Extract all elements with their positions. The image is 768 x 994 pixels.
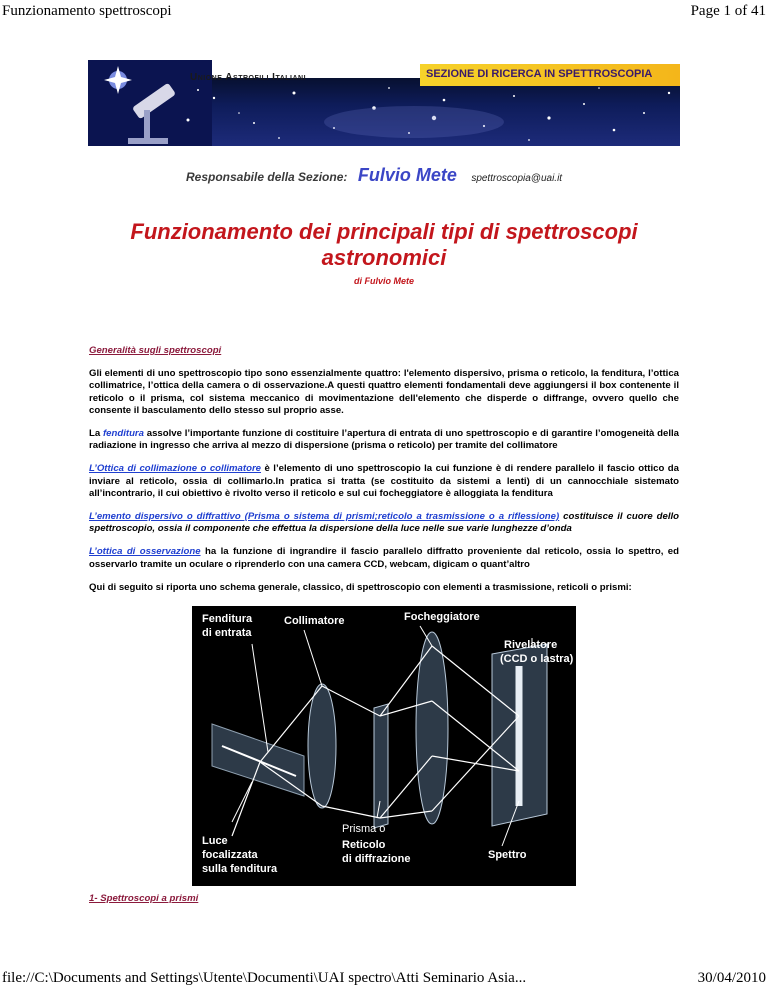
paragraph-collimator: L’Ottica di collimazione o collimatore è l’elemento di uno spettroscopio la cui funzione è di rendere parallelo il fascio ottico da inviare al reticolo, ossia di collimarlo.In pratica si tratta (se costituito da sistemi a lenti) di un cannocchiale sistemato all’incontrario, il cui obiettivo è rivolto verso il reticolo e sul cui focheggiatore è alloggiata la fenditura — [89, 463, 679, 499]
page-title: Funzionamento dei principali tipi di spettroscopi astronomici — [130, 219, 638, 270]
label-prism-1: Prisma o — [342, 823, 386, 835]
label-spectrum: Spettro — [488, 849, 527, 861]
spectroscope-diagram — [192, 606, 576, 886]
section-name: SEZIONE DI RICERCA IN SPETTROSCOPIA — [426, 68, 653, 80]
uai-banner — [88, 60, 680, 146]
print-header-page: Page 1 of 41 — [690, 3, 766, 19]
paragraph-slit: La fenditura assolve l’importante funzione di costituire l’apertura di entrata di uno spettroscopio e di garantire l’omogeneità della radiazione in ingresso che arriva al mezzo di dispersione (prisma o reticolo) per tramite del collimatore — [89, 428, 679, 452]
label-light-3: sulla fenditura — [202, 863, 278, 875]
footer-filepath: file://C:\Documents and Settings\Utente\Documenti\UAI spectro\Atti Seminario Asia... — [2, 970, 527, 986]
term-dispersive: L’emento dispersivo o diffrattivo (Prisma o sistema di prismi;reticolo a trasmissione o a riflessione) — [89, 511, 560, 523]
print-header-title: Funzionamento spettroscopi — [2, 3, 172, 19]
paragraph-observation: L’ottica di osservazione ha la funzione di ingrandire il fascio parallelo diffratto proveniente dal reticolo, ossia lo spettro, ed osservarlo tramite un oculare o riprenderlo con una camera CCD, webcam, digicam o quant’altro — [89, 546, 679, 570]
label-slit-2: di entrata — [202, 627, 252, 639]
section1-heading: 1- Spettroscopi a prismi — [89, 893, 199, 904]
diagram-svg — [192, 606, 576, 886]
paragraph-elements: Gli elementi di uno spettroscopio tipo sono essenzialmente quattro: l'elemento dispersivo, prisma o reticolo, la fenditura, l’ottica collimatrice, l’ottica della camera o di osservazione.A questi quattro elementi fondamentali deve aggiungersi il box contenente il reticolo o il prisma, col sistema meccanico di movimentazione dell'elemento che disperde o diffrange, ovvero quello che consente il basculamento dello stesso sul proprio asse. — [89, 368, 679, 416]
term-collimator: L’Ottica di collimazione o collimatore — [89, 463, 262, 475]
term-slit: fenditura — [102, 428, 144, 440]
label-light-2: focalizzata — [202, 849, 258, 861]
term-observation: L’ottica di osservazione — [89, 546, 201, 558]
byline: di Fulvio Mete — [353, 276, 414, 286]
org-name: Unione Astrofili Italiani — [190, 72, 307, 83]
label-slit-1: Fenditura — [202, 613, 253, 625]
label-detector-2: (CCD o lastra) — [500, 653, 574, 665]
footer-date: 30/04/2010 — [697, 970, 766, 986]
responsible-label: Responsabile della Sezione: — [186, 170, 348, 184]
general-heading: Generalità sugli spettroscopi — [89, 345, 222, 356]
responsible-line — [186, 165, 562, 186]
section-name-box — [420, 64, 680, 86]
label-prism-2: Reticolo — [342, 839, 386, 851]
label-prism-3: di diffrazione — [342, 853, 411, 865]
label-light-1: Luce — [202, 835, 228, 847]
article-body — [89, 345, 679, 605]
paragraph-schema-intro: Qui di seguito si riporta uno schema generale, classico, di spettroscopio con elementi a trasmissione, reticoli o prismi: — [89, 581, 632, 593]
banner-starfield — [184, 78, 680, 146]
label-collimator: Collimatore — [284, 615, 345, 627]
prism-grating — [374, 704, 388, 828]
responsible-email: spettroscopia@uai.it — [471, 173, 563, 184]
responsible-name: Fulvio Mete — [357, 165, 457, 185]
label-focuser: Focheggiatore — [404, 611, 480, 623]
collimator-lens — [308, 684, 336, 808]
print-header — [2, 3, 766, 23]
label-detector-1: Rivelatore — [504, 639, 558, 651]
paragraph-dispersive: L’emento dispersivo o diffrattivo (Prisma o sistema di prismi;reticolo a trasmissione o a riflessione) costituisce il cuore dello spettroscopio, ossia il componente che effettua la dispersione della luce nelle sue varie lunghezze d’onda — [89, 511, 680, 535]
stars-graphic — [184, 78, 680, 146]
